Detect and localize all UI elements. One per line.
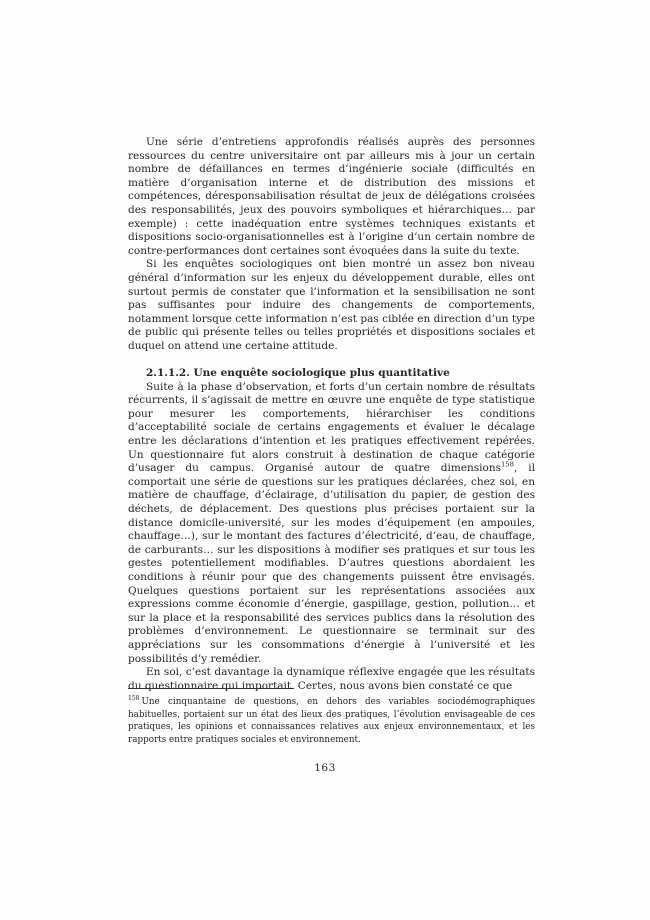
footnote-reference-158: 158	[500, 460, 514, 469]
paragraph-text-before-ref: Suite à la phase d’observation, et forts d’un certain nombre de résultats récurrents, il s’agissait de mettre en œuvre une enquête de type statistique pour mesurer les comportements, hiérarchiser les conditions d’acceptabilité sociale de certains engagements et évaluer le décalage entre les déclarations d’intention et les pratiques effectivement repérées. Un questionnaire fut alors construit à destination de chaque catégorie d’usager du campus. Organisé autour de quatre dimensions	[128, 380, 535, 475]
paragraph-questionnaire	[128, 381, 535, 666]
body-text	[128, 136, 535, 693]
paragraph-enquetes: Si les enquêtes sociologiques ont bien montré un assez bon niveau général d’information sur les enjeux du développement durable, elles ont surtout permis de constater que l’information et la sensibilisation ne sont pas suffisantes pour induire des changements de comportements, notamment lorsque cette information n’est pas ciblée en direction d’un type de public qui présente telles ou telles propriétés et dispositions sociales et duquel on attend une certaine attitude.	[128, 258, 535, 352]
footnote-number: 158	[128, 695, 140, 703]
paragraph-dynamique: En soi, c’est davantage la dynamique réflexive engagée que les résultats du questionnaire qui importait. Certes, nous avons bien constaté ce que	[128, 666, 535, 692]
footnote-separator	[128, 688, 294, 689]
footnote-area	[128, 688, 535, 746]
section-heading: 2.1.1.2. Une enquête sociologique plus quantitative	[146, 367, 450, 380]
page-number: 163	[314, 762, 336, 774]
paragraph-text-after-ref: , il comportait une série de questions sur les pratiques déclarées, chez soi, en matière de chauffage, d’éclairage, d’utilisation du papier, de gestion des déchets, de déplacement. Des questions plus précises portaient sur la distance domicile-université, sur les modes d’équipement (en ampoules, chauffage…), sur le montant des factures d’électricité, d’eau, de chauffage, de carburants… sur les dispositions à modifier ses pratiques et sur tous les gestes potentiellement modifiables. D’autres questions abordaient les conditions à réunir pour que des changements puissent être envisagés. Quelques questions portaient sur les représentations associées aux expressions comme économie d’énergie, gaspillage, gestion, pollution… et sur la place et la responsabilité des services publics dans la résolution des problèmes d’environnement. Le questionnaire se terminait sur des appréciations sur les consommations d’énergie à l’université et les possibilités d’y remédier.	[128, 462, 535, 665]
paragraph-entretiens: Une série d’entretiens approfondis réalisés auprès des personnes ressources du centre universitaire ont par ailleurs mis à jour un certain nombre de défaillances en termes d’ingénierie sociale (difficultés en matière d’organisation interne et de distribution des missions et compétences, déresponsabilisation résultat de jeux de délégations croisées des responsabilités, jeux des pouvoirs symboliques et hiérarchiques… par exemple) : cette inadéquation entre systèmes techniques existants et dispositions socio-organisationnelles est à l’origine d’un certain nombre de contre-performances dont certaines sont évoquées dans la suite du texte.	[128, 136, 535, 257]
footnote-body: Une cinquantaine de questions, en dehors des variables sociodémographiques habituelles, portaient sur un état des lieux des pratiques, l’évolution envisageable de ces pratiques, les opinions et connaissances relatives aux enjeux environnementaux, et les rapports entre pratiques sociales et environnement.	[128, 697, 535, 745]
footnote-158	[128, 696, 535, 746]
